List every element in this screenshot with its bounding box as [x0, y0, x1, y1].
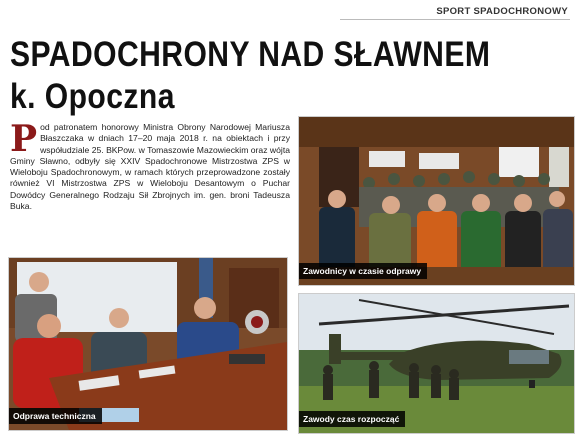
- article-body-text: od patronatem honorowy Ministra Obrony Narodowej Mariusza Błaszczaka w dniach 17–20 maja 2018 r. na obiektach i przy współudziale 25. BKPow. w Tomaszowie Mazowieckim oraz wójta Gminy Sławno, odbyły się XXIV Spadochronowe Mistrzostwa ZPS w Wieloboju Spadochronowym, w ramach których przeprowadzone zostały również VI Mistrzostwa ZPS w Wieloboju Desantowym o Puchar Dowódcy Generalnego Rodzaju Sił Zbrojnych im. gen. broni Tadeusza Buka.: [10, 122, 290, 212]
- photo-hall: [298, 116, 575, 286]
- article-title: SPADOCHRONY NAD SŁAWNEM k. Opoczna: [10, 35, 491, 116]
- article-body: [10, 118, 290, 212]
- section-rule: [340, 19, 570, 20]
- section-label: SPORT SPADOCHRONOWY: [436, 6, 568, 17]
- caption-briefing: Odprawa techniczna: [9, 408, 102, 424]
- photo-briefing: [8, 257, 288, 431]
- caption-helicopter: Zawody czas rozpocząć: [299, 411, 405, 427]
- dropcap: P: [10, 118, 38, 160]
- photo-helicopter: [298, 293, 575, 434]
- caption-hall: Zawodnicy w czasie odprawy: [299, 263, 427, 279]
